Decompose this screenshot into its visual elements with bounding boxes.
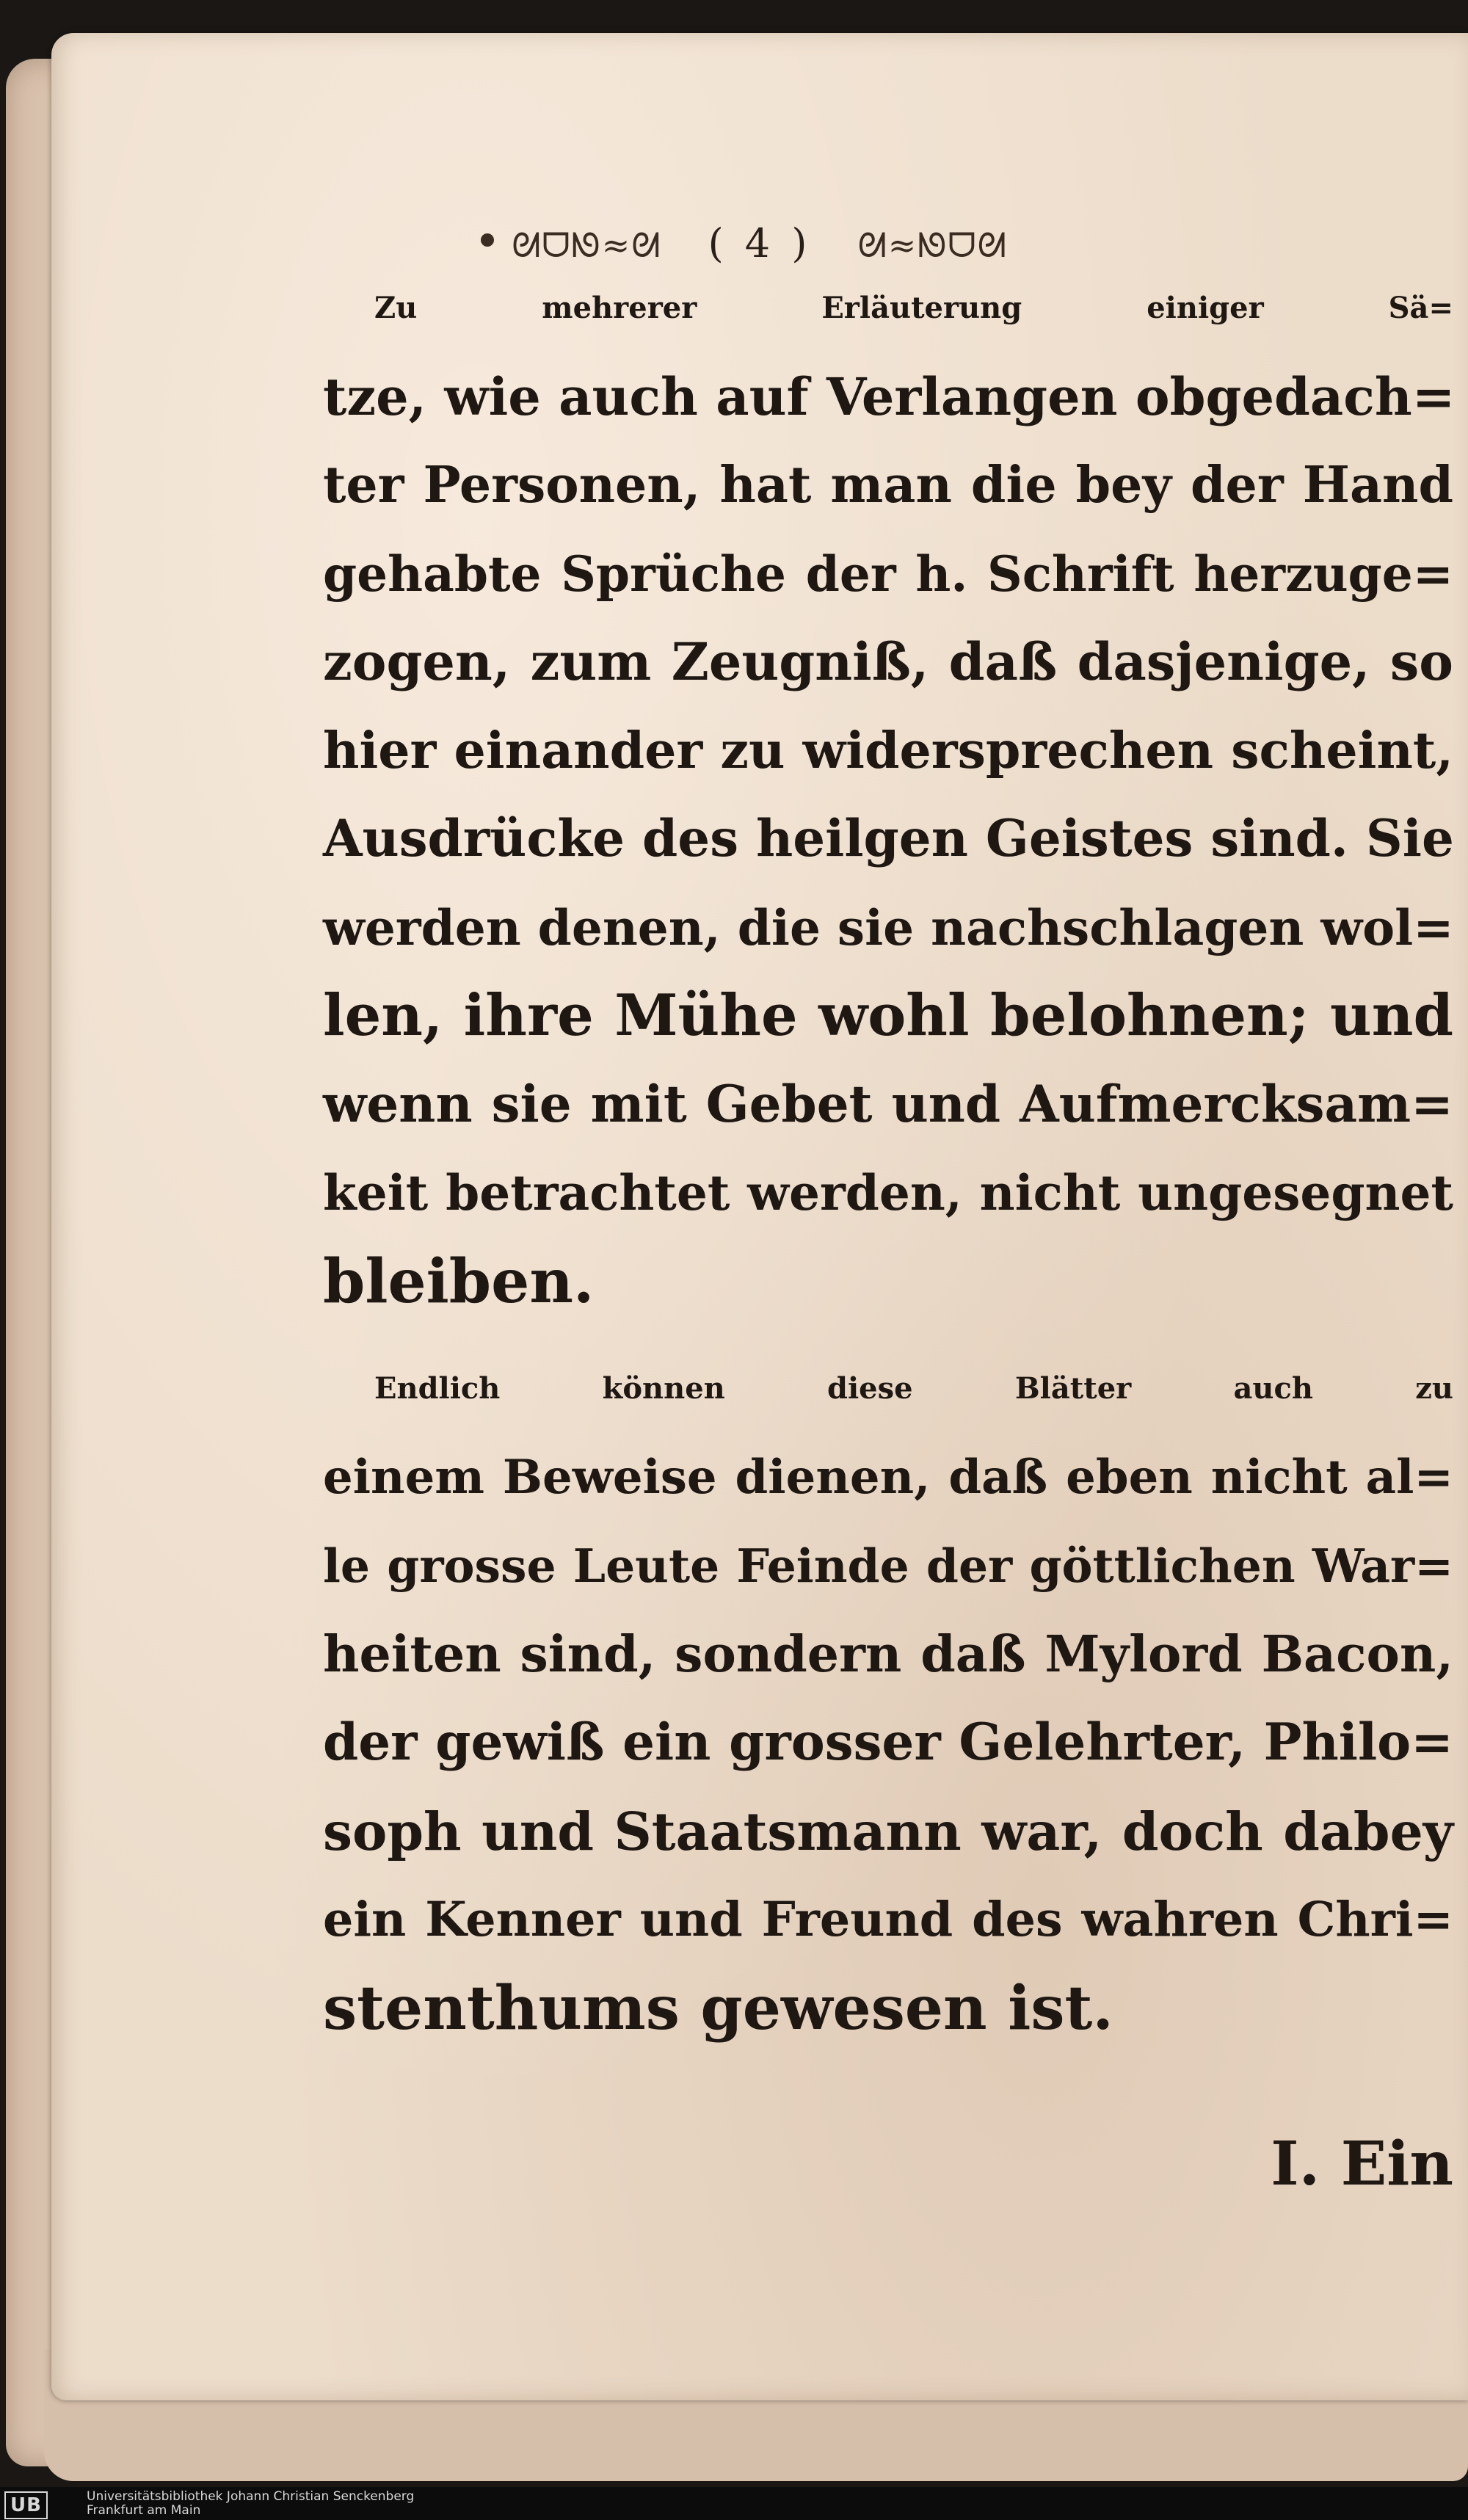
paragraph-2 <box>323 1345 1453 2052</box>
text-line: len, ihre Mühe wohl belohnen; und <box>323 982 1453 1049</box>
text-line: ter Personen, hat man die bey der Hand <box>323 456 1453 515</box>
ornament-left-icon: ᘛᗜᘚ≈ᘛ <box>512 225 662 265</box>
ornament-right-icon: ᘛ≈ᘚᗜᘛ <box>857 225 1008 265</box>
library-name-line2: Frankfurt am Main <box>87 2503 201 2518</box>
text-line: stenthums gewesen ist. <box>323 1972 1113 2044</box>
text-line: Zu mehrerer Erläuterung einiger Sä= <box>374 291 1453 325</box>
text-line: gehabte Sprüche der h. Schrift herzuge= <box>323 545 1453 603</box>
text-line: heiten sind, sondern daß Mylord Bacon, <box>323 1624 1453 1684</box>
text-line: werden denen, die sie nachschlagen wol= <box>323 898 1454 956</box>
text-line: Ausdrücke des heilgen Geistes sind. Sie <box>323 809 1454 868</box>
library-footer <box>0 2487 1468 2520</box>
text-line: einem Beweise dienen, daß eben nicht al= <box>323 1449 1453 1505</box>
text-line: bleiben. <box>323 1246 595 1317</box>
text-line: zogen, zum Zeugniß, daß dasjenige, so <box>323 631 1453 692</box>
library-name-line1: Universitätsbibliothek Johann Christian Senckenberg <box>87 2489 415 2504</box>
text-line: keit betrachtet werden, nicht ungesegnet <box>323 1164 1453 1221</box>
body-text <box>323 264 1456 2052</box>
paragraph-1 <box>323 264 1456 1326</box>
ink-dot <box>481 233 494 247</box>
text-line: wenn sie mit Gebet und Aufmercksam= <box>323 1074 1453 1134</box>
text-line: Endlich können diese Blätter auch zu <box>374 1371 1453 1406</box>
text-line: hier einander zu widersprechen scheint, <box>323 721 1453 780</box>
text-line: soph und Staatsmann war, doch dabey <box>323 1800 1453 1862</box>
text-line: tze, wie auch auf Verlangen obgedach= <box>323 366 1456 427</box>
catchword: I. Ein <box>1271 2129 1453 2199</box>
text-line: le grosse Leute Feinde der göttlichen War= <box>323 1539 1453 1593</box>
page-header <box>51 220 1468 266</box>
library-name <box>87 2490 414 2518</box>
text-line: ein Kenner und Freund des wahren Chri= <box>323 1892 1453 1947</box>
library-logo-icon: UB <box>4 2491 48 2519</box>
page-number: ( 4 ) <box>708 220 812 266</box>
text-line: der gewiß ein grosser Gelehrter, Philo= <box>323 1713 1453 1772</box>
